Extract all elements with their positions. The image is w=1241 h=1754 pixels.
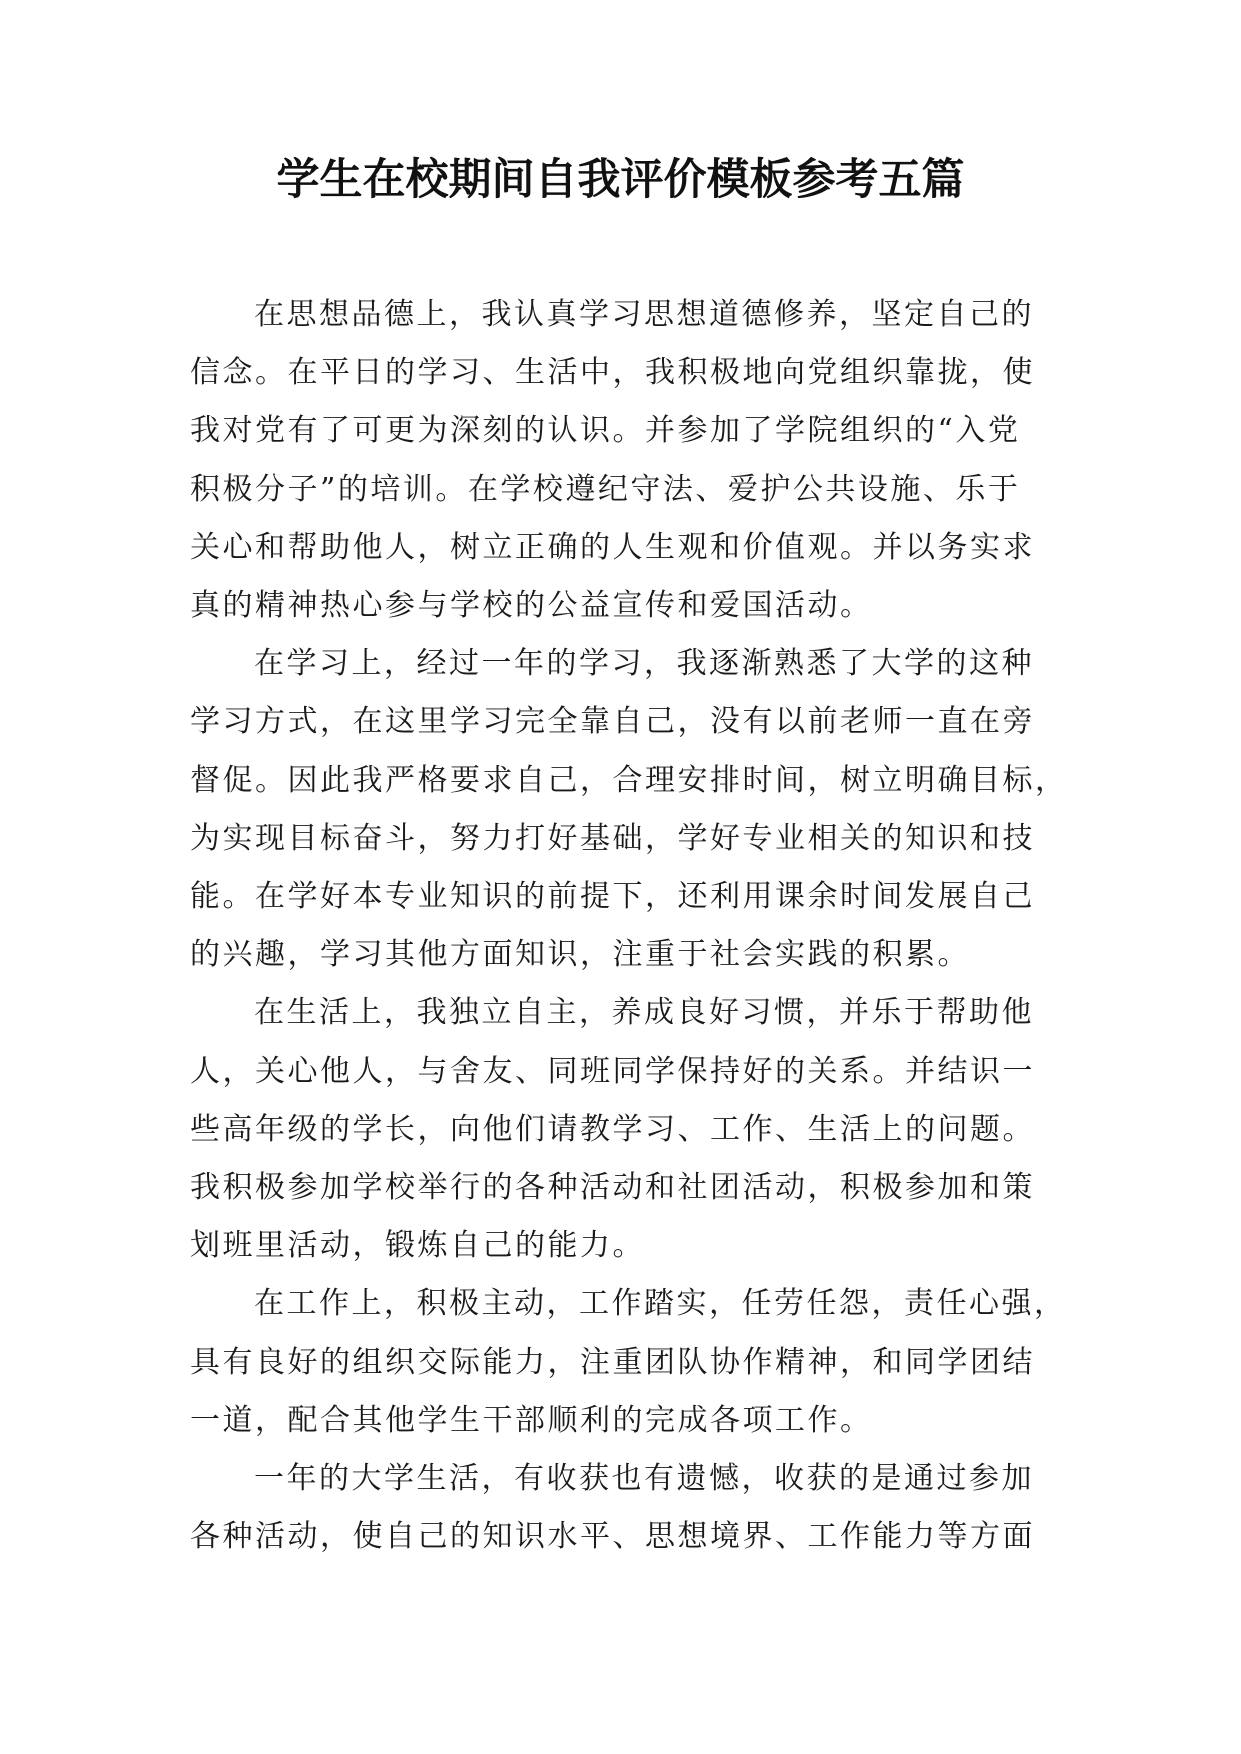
text-line: 真的精神热心参与学校的公益宣传和爱国活动。	[190, 588, 873, 624]
text-line: 在思想品德上，我认真学习思想道德修养，坚定自己的	[254, 297, 1034, 332]
text-line: 能。在学好本专业知识的前提下，还利用课余时间发展自己	[190, 879, 1035, 915]
text-line: 具有良好的组织交际能力，注重团队协作精神，和同学团结	[190, 1344, 1035, 1380]
text-line: 一年的大学生活，有收获也有遗憾，收获的是通过参加	[254, 1461, 1034, 1497]
text-line: 我对党有了可更为深刻的认识。并参加了学院组织的“入党	[190, 413, 1021, 449]
paragraph-summary	[190, 1450, 1050, 1566]
document-body	[190, 286, 1068, 1566]
text-line: 在生活上，我独立自主，养成良好习惯，并乐于帮助他	[254, 995, 1034, 1031]
text-line: 的兴趣，学习其他方面知识，注重于社会实践的积累。	[190, 937, 970, 973]
text-line: 为实现目标奋斗，努力打好基础，学好专业相关的知识和技	[190, 820, 1035, 856]
text-line: 积极分子”的培训。在学校遵纪守法、爱护公共设施、乐于	[190, 471, 1021, 507]
text-line: 在学习上，经过一年的学习，我逐渐熟悉了大学的这种	[254, 646, 1034, 682]
text-line: 划班里活动，锻炼自己的能力。	[190, 1228, 645, 1264]
text-line: 各种活动，使自己的知识水平、思想境界、工作能力等方面	[190, 1519, 1035, 1555]
paragraph-work	[190, 1275, 1067, 1450]
text-line: 我积极参加学校举行的各种活动和社团活动，积极参加和策	[190, 1170, 1035, 1206]
text-line: 一道，配合其他学生干部顺利的完成各项工作。	[190, 1402, 873, 1438]
document-title: 学生在校期间自我评价模板参考五篇	[276, 155, 965, 205]
text-line: 督促。因此我严格要求自己，合理安排时间，树立明确目标，	[190, 762, 1068, 798]
paragraph-life	[190, 984, 1050, 1275]
paragraph-ideology	[190, 286, 1050, 635]
text-line: 学习方式，在这里学习完全靠自己，没有以前老师一直在旁	[190, 704, 1035, 740]
text-line: 在工作上，积极主动，工作踏实，任劳任怨，责任心强，	[254, 1286, 1067, 1322]
paragraph-study	[190, 635, 1068, 984]
text-line: 关心和帮助他人，树立正确的人生观和价值观。并以务实求	[190, 529, 1035, 565]
text-line: 些高年级的学长，向他们请教学习、工作、生活上的问题。	[190, 1111, 1035, 1147]
text-line: 信念。在平日的学习、生活中，我积极地向党组织靠拢，使	[190, 355, 1035, 391]
text-line: 人，关心他人，与舍友、同班同学保持好的关系。并结识一	[190, 1053, 1035, 1089]
